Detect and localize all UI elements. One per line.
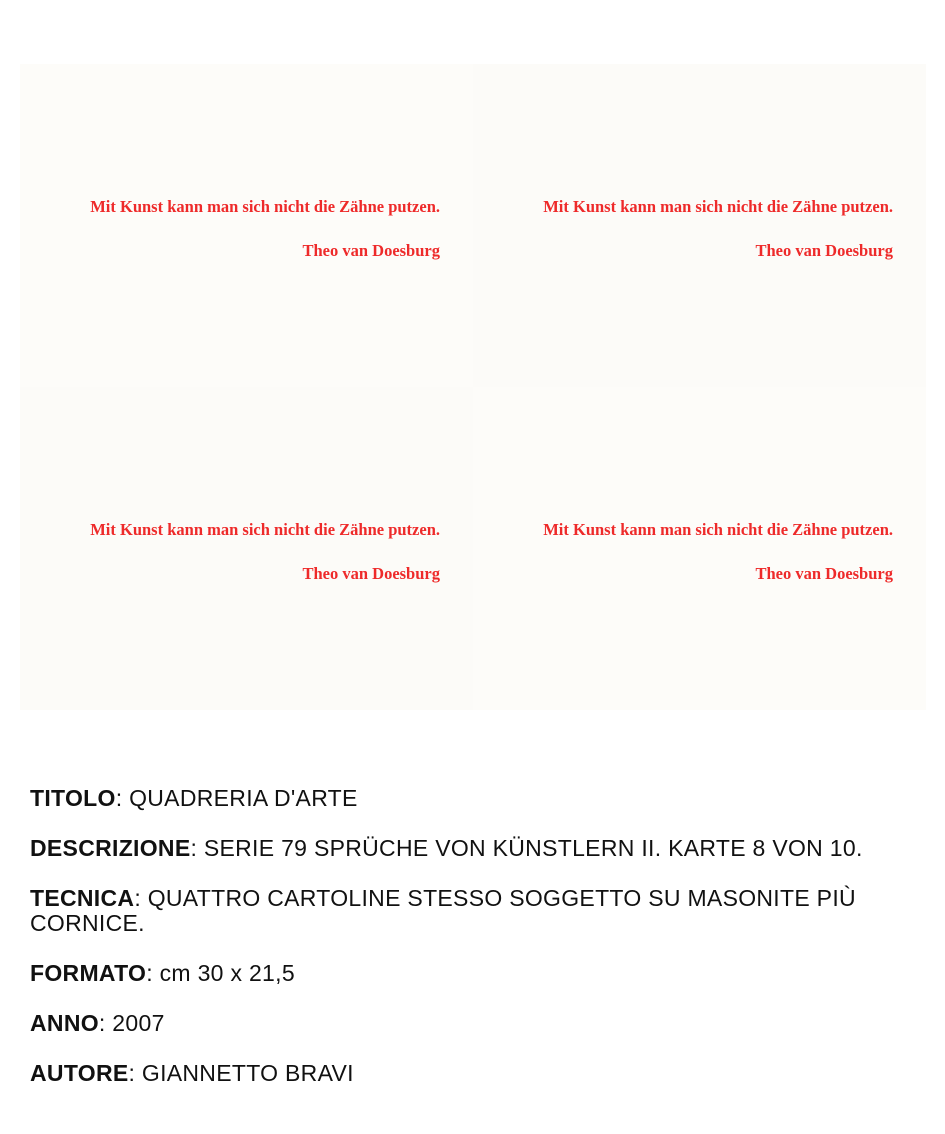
postcard <box>473 387 926 710</box>
postcard-quote: Mit Kunst kann man sich nicht die Zähne putzen. <box>543 197 893 216</box>
detail-title <box>30 786 935 811</box>
artwork-image <box>20 64 926 710</box>
artwork-details <box>30 786 935 1111</box>
detail-value: : 2007 <box>98 1010 165 1036</box>
postcard-quote: Mit Kunst kann man sich nicht die Zähne putzen. <box>90 520 440 539</box>
postcard <box>20 387 473 710</box>
detail-label: DESCRIZIONE <box>30 835 191 861</box>
postcard-author: Theo van Doesburg <box>302 564 440 583</box>
postcard-author: Theo van Doesburg <box>302 241 440 260</box>
detail-technique <box>30 886 935 936</box>
detail-description <box>30 836 935 861</box>
detail-year <box>30 1011 935 1036</box>
detail-value: : QUATTRO CARTOLINE STESSO SOGGETTO SU MASONITE PIÙ CORNICE. <box>30 885 856 936</box>
postcard-author: Theo van Doesburg <box>755 241 893 260</box>
detail-format <box>30 961 935 986</box>
detail-value: : QUADRERIA D'ARTE <box>115 785 358 811</box>
postcard <box>20 64 473 387</box>
postcard-author: Theo van Doesburg <box>755 564 893 583</box>
postcard <box>473 64 926 387</box>
detail-label: TITOLO <box>30 785 116 811</box>
detail-author <box>30 1061 935 1086</box>
postcard-quote: Mit Kunst kann man sich nicht die Zähne putzen. <box>90 197 440 216</box>
detail-value: : cm 30 x 21,5 <box>146 960 295 986</box>
detail-label: ANNO <box>30 1010 99 1036</box>
detail-value: : SERIE 79 SPRÜCHE VON KÜNSTLERN II. KARTE 8 VON 10. <box>190 835 863 861</box>
postcard-quote: Mit Kunst kann man sich nicht die Zähne putzen. <box>543 520 893 539</box>
detail-label: TECNICA <box>30 885 135 911</box>
detail-value: : GIANNETTO BRAVI <box>128 1060 354 1086</box>
detail-label: FORMATO <box>30 960 147 986</box>
detail-label: AUTORE <box>30 1060 129 1086</box>
